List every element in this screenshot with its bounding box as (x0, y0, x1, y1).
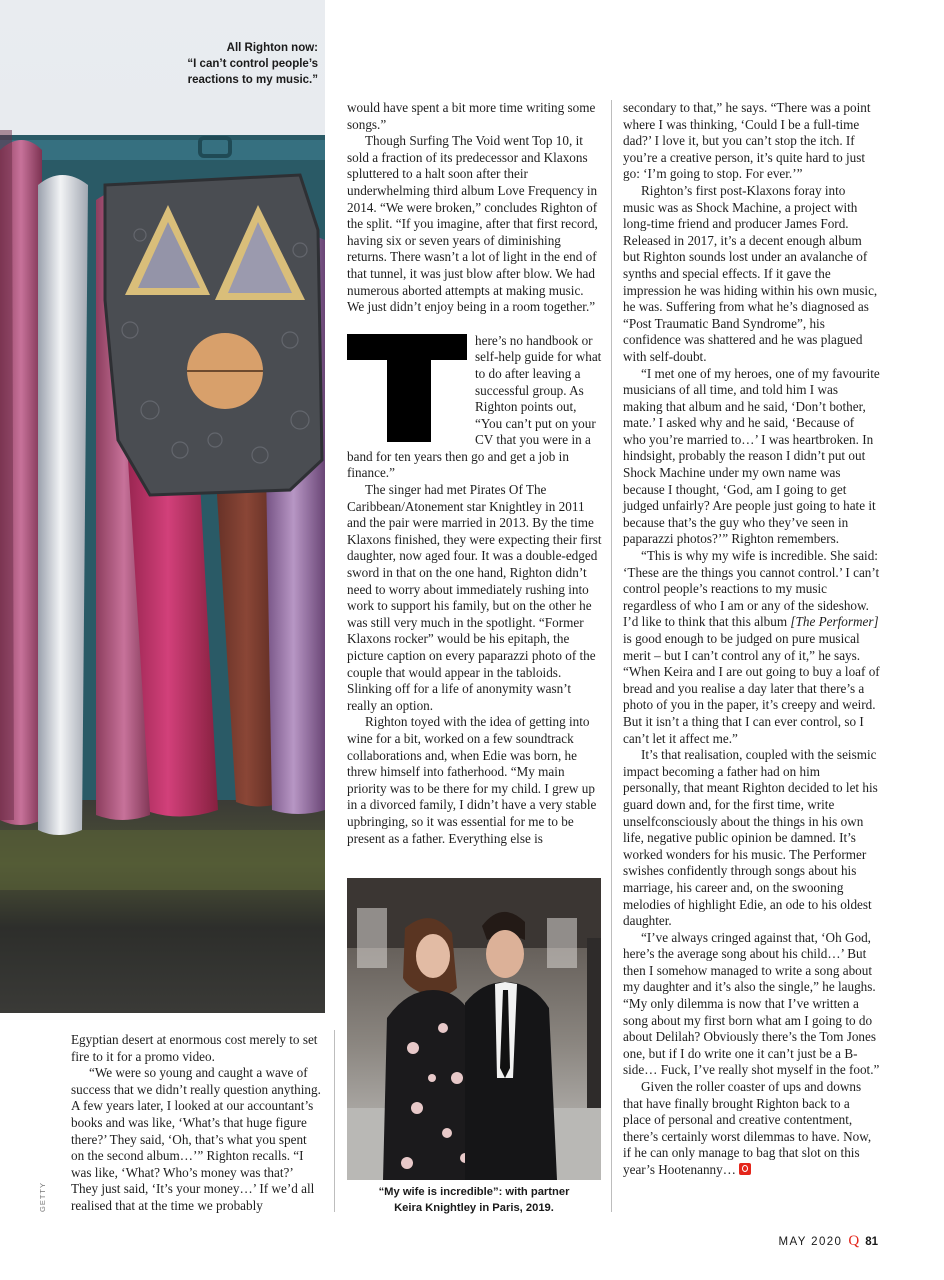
feature-photo (0, 0, 325, 1013)
paragraph: The singer had met Pirates Of The Caribbean/Atonement star Knightley in 2011 and the pair were married in 2013. By the time Klaxons finished, they were expecting their first daughter, now aged four. It was a double-edged sword in that on the one hand, Righton didn’t need to worry about immediately rushing into work to support his family, but on the other he was still very much in the spotlight. “Former Klaxons rocker” would be his epitaph, the picture caption on every paparazzi photo of the couple that would appear in the tabloids. Slinking off for a life of anonymity wasn’t really an option. (347, 482, 602, 713)
paragraph: Righton’s first post-Klaxons foray into music was as Shock Machine, a project with long-time friend and producer James Ford. Released in 2017, it’s a decent enough album but Righton sounds lost under an avalanche of synths and special effects. If it gave the impression he was hiding within his own music, he was. Suffering from what he’s diagnosed as “Post Traumatic Band Syndrome”, his confidence was shattered and he was plagued with self-doubt. (623, 182, 878, 364)
article-column-3 (623, 100, 880, 1179)
couple-photo (347, 878, 601, 1180)
paragraph: It’s that realisation, coupled with the seismic impact becoming a father had on him personally, that meant Righton decided to let his guard down and, for the first time, write unselfconsciously about the things in his own life, negative public opinion be damned. It’s worked wonders for his music. The Performer swishes confidently through songs about his marriage, his career and, on the swooning melodies of highlight Edie, an ode to his oldest daughter. (623, 747, 878, 929)
paragraph: “I met one of my heroes, one of my favourite musicians of all time, and told him I was making that album and he said, ‘Don’t bother, mate.’ I asked why and he said, ‘Because of who you’re married to…’ I was heartbroken. In hindsight, probably the reason I didn’t put out Shock Machine under my own name was because I thought, ‘God, am I going to get judged unfairly? Are people just going to hate it because that’s the guy who they’ve seen in paparazzi photos?’” Righton remembers. (623, 365, 880, 547)
photo-credit: GETTY (38, 1181, 47, 1212)
drop-cap (347, 334, 467, 442)
paragraph (623, 548, 880, 747)
paragraph: Egyptian desert at enormous cost merely to set fire to it for a promo video. (71, 1032, 318, 1064)
column-rule (611, 100, 612, 1212)
paragraph-text: “This is why my wife is incredible. She said: ‘These are the things you cannot control.’ I can’t control people’s reactions to my music regardless of who I am or any of the sideshow. I’d like to think that this album (623, 548, 880, 630)
article-column-1 (71, 1032, 321, 1215)
magazine-logo: Q (848, 1233, 860, 1249)
photo-caption-top: All Righton now: “I can’t control people’s reactions to my music.” (187, 42, 318, 86)
paragraph: secondary to that,” he says. “There was a point where I was thinking, ‘Could I be a full-time dad?’ I love it, but you can’t stop the itch. If you’re a creative person, it’s quite hard to just go: ‘I’m going to stop. For ever.’” (623, 100, 871, 182)
album-title-italic: [The Performer] (790, 614, 879, 630)
issue-date: MAY 2020 (778, 1236, 843, 1248)
paragraph-text: is good enough to be judged on pure musical merit – but I can’t control any of it,” he says. “When Keira and I are out going to buy a loaf of bread and you realise a day later that there’s a photo of you in the paper, it’s creepy and weird. But it isn’t a thing that I can ever control, so I can’t let it affect me.” (623, 631, 880, 746)
paragraph-text: Given the roller coaster of ups and downs that have finally brought Righton back to a place of personal and creative contentment, there’s certainly worst dilemmas to have. Now, if he can only manage to bag that slot on this year’s Hootenanny… (623, 1079, 872, 1177)
photo-caption-bottom: “My wife is incredible”: with partner Keira Knightley in Paris, 2019. (378, 1186, 570, 1214)
paragraph: Righton toyed with the idea of getting into wine for a bit, worked on a few soundtrack collaborations and, when Edie was born, he threw himself into fatherhood. “My main priority was to be there for my child. I grew up in a divorced family, I didn’t have a very stable upbringing, so it was essential for me to be present as a father. Everything else is (347, 714, 597, 846)
paragraph (623, 1079, 880, 1179)
column-rule (334, 1030, 335, 1212)
q-end-icon (739, 1163, 751, 1175)
paragraph: would have spent a bit more time writing some songs.” (347, 100, 596, 132)
article-column-2 (347, 100, 602, 847)
page-number: 81 (865, 1236, 878, 1248)
paragraph: Though Surfing The Void went Top 10, it sold a fraction of its predecessor and Klaxons spluttered to a halt soon after their underwhelming third album Love Frequency in 2014. “We were broken,” concludes Righton of the split. “If you imagine, after that first record, having six or seven years of diminishing returns. There wasn’t a lot of light in the end of that tunnel, it was just blow after blow. We had numerous aborted attempts at making music. We just didn’t enjoy being in a room together.” (347, 133, 598, 315)
page-footer (779, 1233, 878, 1250)
paragraph: “We were so young and caught a wave of success that we didn’t really question anything. A few years later, I looked at our accountant’s books and was like, ‘What’s that huge figure there?’ They said, ‘Oh, that’s what you spent on the second album…’” Righton recalls. “I was like, ‘What? Who’s money was that?’ They just said, ‘It’s your money…’ If we’d all realised that at the time we probably (71, 1065, 321, 1213)
paragraph: here’s no handbook or self-help guide for what to do after leaving a successful group. As Righton points out, “You can’t put on your CV that you were in a band for ten years then go and get a job in finance.” (347, 332, 602, 481)
paragraph: “I’ve always cringed against that, ‘Oh God, here’s the average song about his child…’ But then I somehow managed to write a song about my daughter and it’s also the single,” he laughs. “My only dilemma is now that I’ve written a song about my first born what am I going to do about Delilah? Obviously there’s the Tom Jones one, but if I do write one it can’t just be a B-side… Fuck, I’ve really shot myself in the foot.” (623, 929, 880, 1078)
